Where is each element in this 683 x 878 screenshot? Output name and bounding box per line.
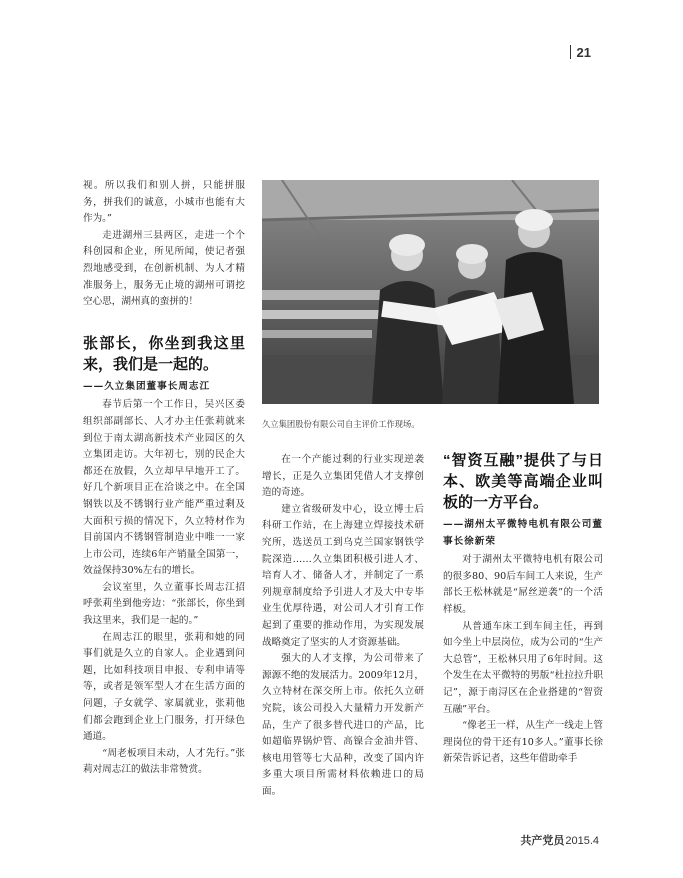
paragraph: 在周志江的眼里，张莉和她的同事们就是久立的自家人。企业遇到问题，比如科技项目申报、专利申请等等，或者是领军型人才在生活方面的问题，子女就学、家属就业，张莉他们都会跑到企业上门服务，打开绿色通道。: [83, 631, 245, 743]
issue-number: 2015.4: [565, 835, 599, 847]
paragraph: 对于湖州太平微特电机有限公司的很多80、90后车间工人来说，生产部长王松林就是“屌丝逆袭”的一个活样板。: [443, 554, 603, 615]
paragraph: 建立省级研发中心，设立博士后科研工作站，在上海建立焊接技术研究所，选送员工到乌克兰国家钢铁学院深造……久立集团积极引进人才、培育人才、储备人才，并制定了一系列规章制度给予引进人才及大中专毕业生优厚待遇，对公司人才引育工作起到了重要的推动作用，为实现发展战略奠定了坚实的人才资源基础。: [262, 503, 424, 648]
section-heading: “智资互融”提供了与日本、欧美等高端企业叫板的一方平台。: [443, 452, 603, 511]
byline: ——久立集团董事长周志江: [83, 380, 211, 392]
photo-factory-workers: [262, 180, 599, 404]
paragraph: 走进湖州三县两区，走进一个个科创园和企业，所见所闻，使记者强烈地感受到，在创新机制、为人才精准服务上，服务无止境的湖州可谓挖空心思，湖州真的蛮拼的！: [83, 229, 245, 308]
column-3: [443, 450, 603, 768]
paragraph: “周老板项目未动，人才先行。”张莉对周志江的做法非常赞赏。: [83, 747, 245, 776]
paragraph: 会议室里，久立董事长周志江招呼张莉坐到他旁边：“张部长，你坐到我这里来，我们是一起的。”: [83, 581, 245, 627]
paragraph: 视。所以我们和别人拼，只能拼服务，拼我们的诚意，小城市也能有大作为。”: [83, 180, 245, 225]
photo-illustration: [262, 180, 599, 404]
page-number: 21: [570, 45, 591, 60]
column-2: [262, 452, 424, 800]
paragraph: 强大的人才支撑，为公司带来了源源不绝的发展活力。2009年12月，久立特材在深交所上市。依托久立研究院，该公司投入大量精力开发新产品，生产了很多替代进口的产品，比如超临界锅炉管、高镍合金油井管、核电用管等七大品种，改变了国内许多重大项目所需材料依赖进口的局面。: [262, 653, 424, 797]
byline: ——湖州太平微特电机有限公司董事长徐新荣: [443, 519, 603, 547]
paragraph: 从普通车床工到车间主任，再到如今坐上中层岗位，成为公司的“生产大总管”，王松林只用了6年时间。这个发生在太平微特的男版“杜拉拉升职记”，源于南浔区在企业搭建的“智资互融”平台。: [443, 620, 603, 715]
column-1: [83, 178, 245, 779]
footer: [520, 832, 599, 848]
section-heading: 张部长，你坐到我这里来，我们是一起的。: [83, 334, 245, 373]
photo-caption: 久立集团股份有限公司自主评价工作现场。: [262, 419, 420, 429]
magazine-name: 共产党员: [520, 834, 565, 847]
paragraph: 在一个产能过剩的行业实现逆袭增长，正是久立集团凭借人才支撑创造的奇迹。: [262, 454, 424, 499]
paragraph: “像老王一样，从生产一线走上管理岗位的骨干还有10多人。”董事长徐新荣告诉记者，这些年借助牵手: [443, 720, 603, 765]
paragraph: 春节后第一个工作日，吴兴区委组织部副部长、人才办主任张莉就来到位于南太湖高新技术产业园区的久立集团走访。大年初七，别的民企大都还在放假，久立却早早地开工了。好几个新项目正在洽谈之中。在全国钢铁以及不锈钢行业产能严重过剩及大面积亏损的情况下，久立特材作为目前国内不锈钢管制造业中唯一一家上市公司，连续6年产销量全国第一，效益保持30%左右的增长。: [83, 399, 245, 577]
